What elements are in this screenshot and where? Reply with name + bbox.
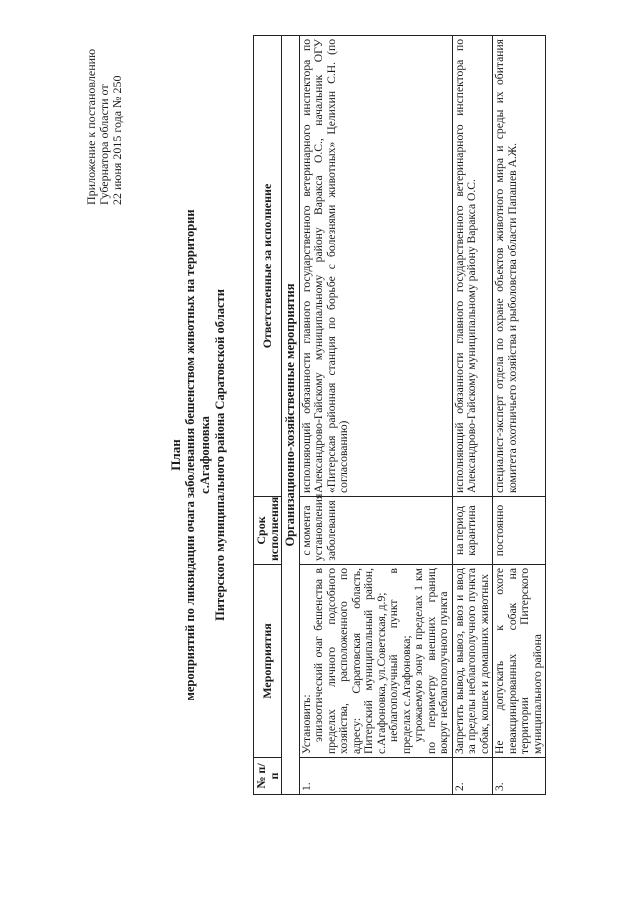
measures-item: угрожаемую зону в пределах 1 км по периметру внешних границ вокруг неблагополучного пункта [412,568,450,754]
row-num: 1. [299,758,452,795]
table-row [299,36,452,795]
header-deadline: Срок исполнения [254,497,282,565]
document-title: План [168,439,183,471]
approval-line-1: Приложение к постановлению [84,48,98,205]
row-measures: Не допускать к охоте невакцинированных собак на территории Питерского муниципального района [493,565,546,758]
row-deadline: постоянно [493,497,546,565]
table-row [493,36,546,795]
document-subtitle-1: мероприятий по ликвидации очага заболевания бешенством животных на территории с.Агафоновка [183,209,212,701]
approval-line-3: 22 июня 2015 года № 250 [110,75,124,205]
approval-stamp [85,49,124,205]
section-row [282,36,300,795]
measures-intro: Установить: [299,694,313,754]
table-row [452,36,493,795]
approval-line-2: Губернатора области от [97,84,111,205]
row-deadline: на период карантина [452,497,493,565]
row-responsible: специалист-эксперт отдела по охране объектов животного мира и среды их обитания комитета охотничьего хозяйства и рыболовства области Папашев А.Ж. [493,36,546,497]
measures-item: неблагополучный пункт в пределах с.Агафоновка; [387,568,413,754]
table-header-row [254,36,282,795]
row-responsible: исполняющий обязанности главного государственного ветеринарного инспектора по Александрово-Гайскому муниципальному району Варакса О.С. [452,36,493,497]
row-measures [299,565,452,758]
row-num: 2. [452,758,493,795]
plan-table [253,35,546,795]
row-measures: Запретить вывод, вывоз, ввоз и ввод за пределы неблагополучного пункта собак, кошек и домашних животных [452,565,493,758]
header-responsible: Ответственные за исполнение [254,36,282,497]
document-heading [168,175,228,735]
row-num: 3. [493,758,546,795]
header-num: № п/п [254,758,282,795]
row-deadline: с момента установления заболевания [299,497,452,565]
header-measures: Мероприятия [254,565,282,758]
row-responsible: исполняющий обязанности главного государственного ветеринарного инспектора по Александрово-Гайскому муниципальному району Варакса О.С., начальник ОГУ «Питерская районная станция по борьбе с болезнями животных» Целихин С.Н. (по согласованию) [299,36,452,497]
document-subtitle-2: Питерского муниципального района Саратовской области [213,289,227,621]
measures-item: эпизоотический очаг бешенства в пределах личного подсобного хозяйства, расположенного по адресу: Саратовская область, Питерский муниципальный район, с.Агафоновка, ул.Советская, д.9; [312,568,388,754]
section-title: Организационно-хозяйственные мероприятия [282,36,300,795]
